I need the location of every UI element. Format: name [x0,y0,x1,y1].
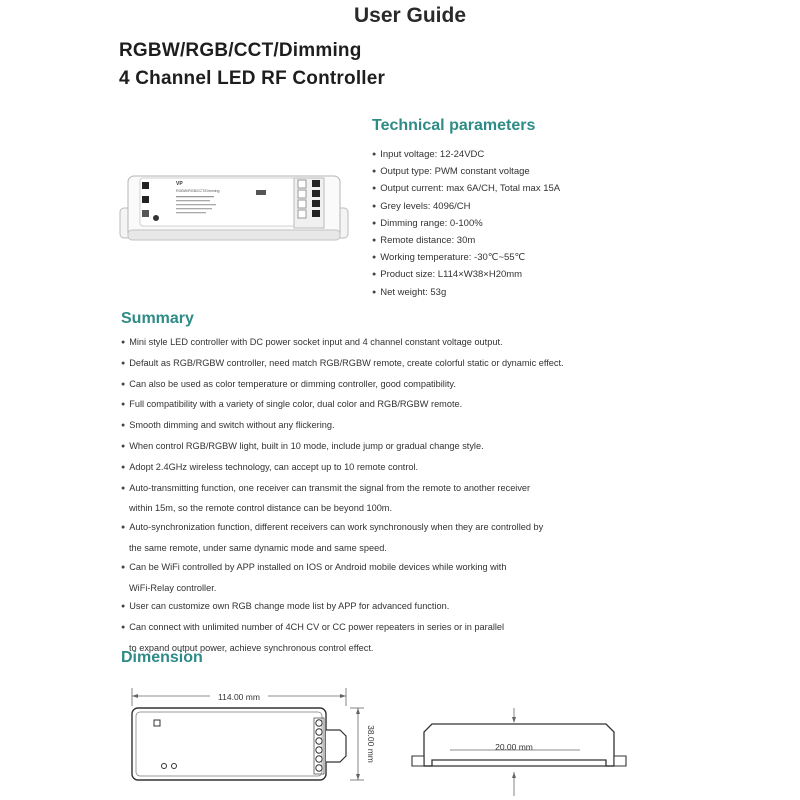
technical-parameters-heading: Technical parameters [372,117,536,134]
dimension-top-view-drawing [118,680,380,798]
product-subtitle-line1: RGBW/RGB/CCT/Dimming [119,40,362,61]
tech-item-output-current: ● Output current: max 6A/CH, Total max 15A [372,180,560,197]
tech-item-grey-levels: ● Grey levels: 4096/CH [372,198,560,215]
tech-item-working-temperature: ● Working temperature: -30℃~55℃ [372,249,560,266]
page-title: User Guide [353,4,467,27]
device-label-brand: VP [176,181,183,187]
device-label-model: RGBW/RGB/CCT/Dimming [176,189,220,193]
tech-item-input-voltage: ● Input voltage: 12-24VDC [372,146,560,163]
summary-item-continuation: the same remote, under same dynamic mode and same speed. [129,542,387,553]
summary-item-continuation: WiFi-Relay controller. [129,582,217,593]
summary-heading: Summary [121,310,194,327]
summary-item: ● Can connect with unlimited number of 4CH CV or CC power repeaters in series or in parallel [121,618,681,639]
width-dimension-label: 38.00 mm [366,725,376,763]
technical-parameters-list [372,146,560,301]
tech-item-output-type: ● Output type: PWM constant voltage [372,163,560,180]
dimension-side-view-drawing [410,706,630,798]
tech-item-product-size: ● Product size: L114×W38×H20mm [372,266,560,283]
summary-item: ● Mini style LED controller with DC power socket input and 4 channel constant voltage output. [121,333,681,354]
summary-item: ● User can customize own RGB change mode list by APP for advanced function. [121,597,681,618]
summary-item: ● Default as RGB/RGBW controller, need match RGB/RGBW remote, create colorful static or dynamic effect. [121,354,681,375]
height-dimension-label: 20.00 mm [495,742,533,752]
summary-item: ● Full compatibility with a variety of single color, dual color and RGB/RGBW remote. [121,395,681,416]
tech-item-remote-distance: ● Remote distance: 30m [372,232,560,249]
summary-item: ● Smooth dimming and switch without any flickering. [121,416,681,437]
summary-item: ● When control RGB/RGBW light, built in 10 mode, include jump or gradual change style. [121,437,681,458]
summary-item: ● Auto-synchronization function, different receivers can work synchronously when they are controlled by [121,518,681,539]
tech-item-dimming-range: ● Dimming range: 0-100% [372,215,560,232]
summary-item: ● Can also be used as color temperature or dimming controller, good compatibility. [121,375,681,396]
summary-item: ● Adopt 2.4GHz wireless technology, can accept up to 10 remote control. [121,458,681,479]
dimension-heading: Dimension [121,649,203,666]
summary-item-continuation: within 15m, so the remote control distance can be beyond 100m. [129,503,393,514]
summary-item: ● Can be WiFi controlled by APP installed on IOS or Android mobile devices while working with [121,558,681,579]
product-subtitle-line2: 4 Channel LED RF Controller [119,68,386,89]
controller-product-image [118,168,350,246]
length-dimension-label: 114.00 mm [218,692,260,702]
tech-item-net-weight: ● Net weight: 53g [372,284,560,301]
summary-list [121,333,681,658]
summary-item-continuation: to expand output power, achieve synchronous control effect. [129,642,374,653]
summary-item: ● Auto-transmitting function, one receiver can transmit the signal from the remote to another receiver [121,479,681,500]
